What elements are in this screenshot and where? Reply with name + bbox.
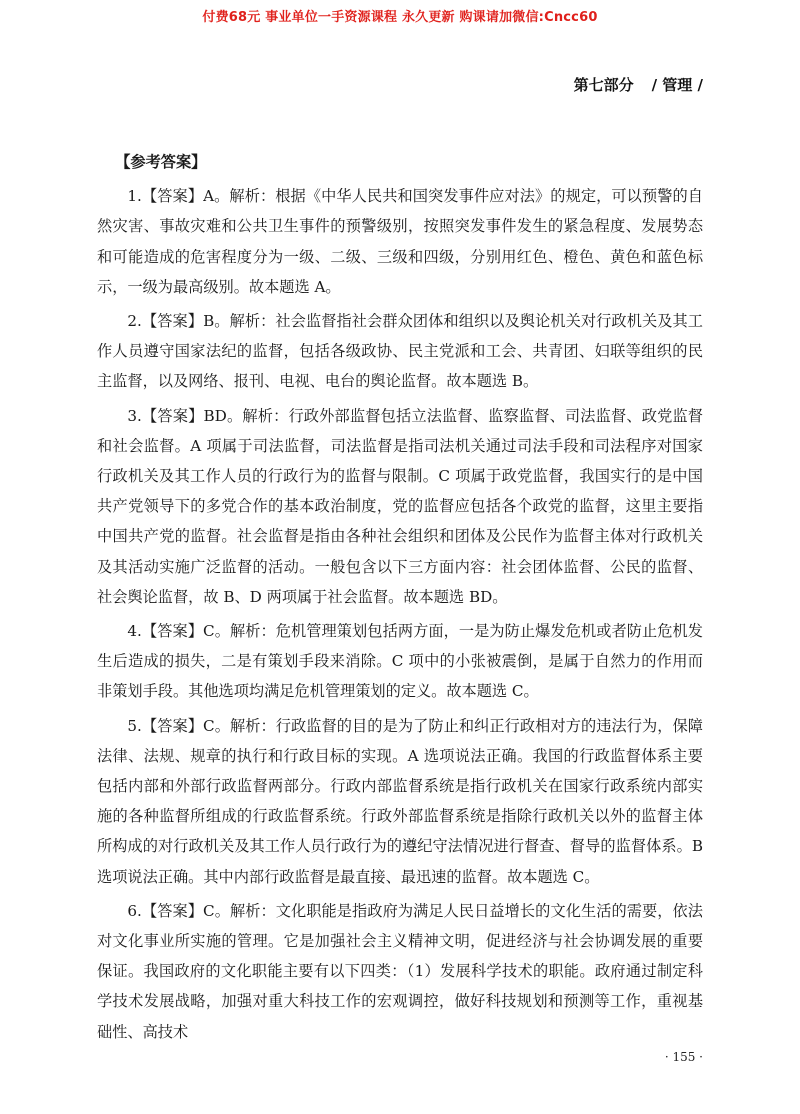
answer-item-5: 5.【答案】C。解析：行政监督的目的是为了防止和纠正行政相对方的违法行为，保障法律、法规、规章的执行和行政目标的实现。A 选项说法正确。我国的行政监督体系主要包括内部和外部行政监督两部分。行政内部监督系统是指行政机关在国家行政系统内部实施的各种监督所组成的行政监督系统。行政外部监督系统是指除行政机关以外的监督主体所构成的对行政机关及其工作人员行政行为的遵纪守法情况进行督查、督导的监督体系。B 选项说法正确。其中内部行政监督是最直接、最迅速的监督。故本题选 C。 xyxy=(97,716,703,886)
section-title: / 管理 / xyxy=(651,76,703,94)
part-title: 第七部分 xyxy=(573,76,634,94)
answer-item-6: 6.【答案】C。解析：文化职能是指政府为满足人民日益增长的文化生活的需要，依法对文化事业所实施的管理。它是加强社会主义精神文明，促进经济与社会协调发展的重要保证。我国政府的文化职能主要有以下四类：（1）发展科学技术的职能。政府通过制定科学技术发展战略，加强对重大科技工作的宏观调控，做好科技规划和预测等工作，重视基础性、高技术 xyxy=(97,901,703,1041)
page-number: · 155 · xyxy=(664,1050,703,1064)
answer-item-3: 3.【答案】BD。解析：行政外部监督包括立法监督、监察监督、司法监督、政党监督和社会监督。A 项属于司法监督，司法监督是指司法机关通过司法手段和司法程序对国家行政机关及其工作人员的行政行为的监督与限制。C 项属于政党监督，我国实行的是中国共产党领导下的多党合作的基本政治制度，党的监督应包括各个政党的监督，这里主要指中国共产党的监督。社会监督是指由各种社会组织和团体及公民作为监督主体对行政机关及其活动实施广泛监督的活动。一般包含以下三方面内容：社会团体监督、公民的监督、社会舆论监督，故 B、D 两项属于社会监督。故本题选 BD。 xyxy=(97,406,703,606)
section-header xyxy=(574,74,703,95)
answer-content xyxy=(97,147,703,1047)
answer-item-2: 2.【答案】B。解析：社会监督指社会群众团体和组织以及舆论机关对行政机关及其工作人员遵守国家法纪的监督，包括各级政协、民主党派和工会、共青团、妇联等组织的民主监督，以及网络、报刊、电视、电台的舆论监督。故本题选 B。 xyxy=(97,312,703,391)
promo-banner: 付费68元 事业单位一手资源课程 永久更新 购课请加微信:Cncc60 xyxy=(202,10,598,25)
answer-item-4: 4.【答案】C。解析：危机管理策划包括两方面，一是为防止爆发危机或者防止危机发生后造成的损失，二是有策划手段来消除。C 项中的小张被震倒，是属于自然力的作用而非策划手段。其他选项均满足危机管理策划的定义。故本题选 C。 xyxy=(97,622,703,701)
answers-heading: 【参考答案】 xyxy=(115,153,207,171)
answer-item-1: 1.【答案】A。解析：根据《中华人民共和国突发事件应对法》的规定，可以预警的自然灾害、事故灾难和公共卫生事件的预警级别，按照突发事件发生的紧急程度、发展势态和可能造成的危害程度分为一级、二级、三级和四级，分别用红色、橙色、黄色和蓝色标示，一级为最高级别。故本题选 A。 xyxy=(97,187,703,296)
